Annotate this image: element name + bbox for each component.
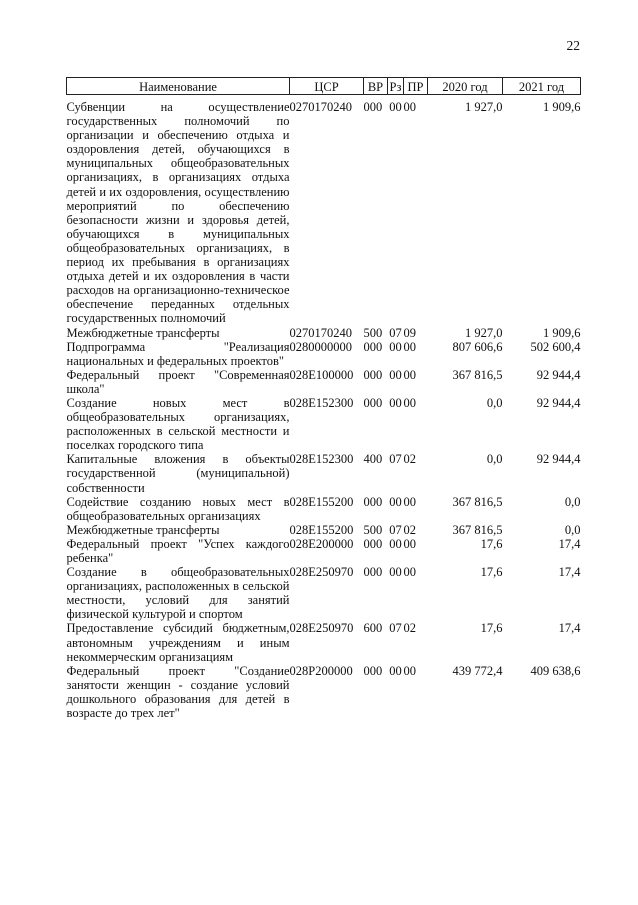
row-value-2020: 0,0 bbox=[486, 452, 503, 467]
row-pr: 00 bbox=[403, 395, 416, 410]
row-csr: 028E152300 bbox=[289, 395, 354, 410]
row-vr: 000 bbox=[363, 536, 383, 551]
row-rz: 07 bbox=[389, 452, 402, 467]
table-row bbox=[67, 523, 581, 537]
row-value-2021: 502 600,4 bbox=[530, 339, 581, 354]
row-pr: 00 bbox=[403, 367, 416, 382]
row-name: Межбюджетные трансферты bbox=[66, 325, 220, 340]
row-name: Содействие созданию новых мест в общеобразовательных организациях bbox=[66, 494, 290, 523]
row-name: Предоставление субсидий бюджетным, автономным учреждениям и иным некоммерческим организациям bbox=[66, 621, 290, 664]
table-row bbox=[67, 340, 581, 368]
row-name: Федеральный проект "Успех каждого ребенка" bbox=[66, 536, 290, 565]
row-value-2021: 92 944,4 bbox=[536, 395, 581, 410]
row-csr: 028E100000 bbox=[289, 367, 354, 382]
row-value-2021: 92 944,4 bbox=[536, 367, 581, 382]
header-2021: 2021 год bbox=[503, 78, 581, 95]
row-pr: 00 bbox=[403, 536, 416, 551]
row-csr: 028E155200 bbox=[289, 522, 354, 537]
table-row bbox=[67, 396, 581, 452]
row-name: Создание в общеобразовательных организациях, расположенных в сельской местности, условий для занятий физической культурой и спортом bbox=[66, 565, 290, 622]
header-pr: ПР bbox=[404, 78, 428, 95]
row-pr: 02 bbox=[403, 522, 416, 537]
table-body bbox=[67, 95, 581, 721]
header-vr: ВР bbox=[364, 78, 388, 95]
row-vr: 000 bbox=[363, 367, 383, 382]
row-rz: 00 bbox=[389, 536, 402, 551]
row-rz: 00 bbox=[389, 100, 402, 114]
row-vr: 000 bbox=[363, 663, 383, 678]
row-pr: 00 bbox=[403, 339, 416, 354]
row-value-2020: 0,0 bbox=[486, 395, 503, 410]
row-vr: 500 bbox=[363, 325, 383, 340]
row-csr: 0270170240 bbox=[289, 325, 352, 340]
row-rz: 07 bbox=[389, 325, 402, 340]
row-value-2020: 367 816,5 bbox=[452, 494, 503, 509]
row-value-2020: 17,6 bbox=[480, 621, 503, 636]
row-pr: 09 bbox=[403, 325, 416, 340]
row-csr: 028P200000 bbox=[289, 663, 353, 678]
row-vr: 000 bbox=[363, 339, 383, 354]
page-number: 22 bbox=[566, 38, 580, 53]
row-value-2021: 17,4 bbox=[558, 565, 581, 580]
row-csr: 0270170240 bbox=[289, 100, 352, 114]
row-csr: 028E200000 bbox=[289, 536, 354, 551]
table-row bbox=[67, 326, 581, 340]
row-value-2020: 17,6 bbox=[480, 536, 503, 551]
table-row bbox=[67, 452, 581, 494]
row-value-2021: 92 944,4 bbox=[536, 452, 581, 467]
table-row bbox=[67, 664, 581, 720]
row-vr: 000 bbox=[363, 100, 383, 114]
row-value-2020: 807 606,6 bbox=[452, 339, 503, 354]
row-value-2021: 17,4 bbox=[558, 621, 581, 636]
table-row bbox=[67, 565, 581, 621]
row-vr: 000 bbox=[363, 565, 383, 580]
table-row bbox=[67, 495, 581, 523]
row-rz: 00 bbox=[389, 395, 402, 410]
row-name: Федеральный проект "Создание занятости женщин - создание условий дошкольного образования для детей в возрасте до трех лет" bbox=[66, 663, 290, 721]
header-csr: ЦСР bbox=[290, 78, 364, 95]
row-csr: 028E250970 bbox=[289, 565, 354, 580]
row-value-2020: 1 927,0 bbox=[465, 325, 503, 340]
row-name: Федеральный проект "Современная школа" bbox=[66, 367, 290, 396]
row-rz: 07 bbox=[389, 621, 402, 636]
row-rz: 00 bbox=[389, 339, 402, 354]
row-vr: 600 bbox=[363, 621, 383, 636]
row-value-2020: 1 927,0 bbox=[465, 100, 503, 114]
row-value-2021: 0,0 bbox=[564, 522, 581, 537]
row-value-2020: 439 772,4 bbox=[452, 663, 503, 678]
row-value-2021: 1 909,6 bbox=[543, 325, 581, 340]
table-row bbox=[67, 621, 581, 663]
row-csr: 028E250970 bbox=[289, 621, 354, 636]
row-rz: 00 bbox=[389, 494, 402, 509]
row-pr: 02 bbox=[403, 621, 416, 636]
row-vr: 500 bbox=[363, 522, 383, 537]
row-csr: 0280000000 bbox=[289, 339, 352, 354]
row-value-2020: 17,6 bbox=[480, 565, 503, 580]
row-value-2020: 367 816,5 bbox=[452, 522, 503, 537]
header-2020: 2020 год bbox=[428, 78, 503, 95]
row-csr: 028E155200 bbox=[289, 494, 354, 509]
row-pr: 00 bbox=[403, 565, 416, 580]
row-name: Создание новых мест в общеобразовательных организациях, расположенных в сельской местности и поселках городского типа bbox=[66, 395, 290, 453]
row-value-2020: 367 816,5 bbox=[452, 367, 503, 382]
header-rz: Рз bbox=[388, 78, 404, 95]
row-vr: 000 bbox=[363, 395, 383, 410]
row-pr: 02 bbox=[403, 452, 416, 467]
budget-table bbox=[66, 77, 581, 720]
row-pr: 00 bbox=[403, 100, 416, 114]
table-row bbox=[67, 368, 581, 396]
row-rz: 00 bbox=[389, 565, 402, 580]
row-vr: 000 bbox=[363, 494, 383, 509]
row-pr: 00 bbox=[403, 663, 416, 678]
row-value-2021: 409 638,6 bbox=[530, 663, 581, 678]
row-csr: 028E152300 bbox=[289, 452, 354, 467]
row-name: Подпрограмма "Реализация национальных и федеральных проектов" bbox=[66, 339, 290, 368]
table-header-row bbox=[67, 78, 581, 95]
row-pr: 00 bbox=[403, 494, 416, 509]
row-value-2021: 1 909,6 bbox=[543, 100, 581, 114]
header-name: Наименование bbox=[67, 78, 290, 95]
row-name: Межбюджетные трансферты bbox=[66, 522, 220, 537]
row-value-2021: 17,4 bbox=[558, 536, 581, 551]
row-vr: 400 bbox=[363, 452, 383, 467]
table-row bbox=[67, 537, 581, 565]
row-rz: 00 bbox=[389, 663, 402, 678]
row-name: Субвенции на осуществление государственных полномочий по организации и обеспечению отдыха и оздоровления детей, обучающихся в муниципальных общеобразовательных организациях, в организациях отдыха детей и их оздоровления, осуществлению мероприятий по обеспечению безопасности жизни и здоровья детей, обучающихся в муниципальных общеобразовательных организациях, в период их пребывания в организациях отдыха детей и их оздоровления в части расходов на организационно-техническое обеспечение переданных отдельных государственных полномочий bbox=[66, 100, 290, 326]
row-name: Капитальные вложения в объекты государственной (муниципальной) собственности bbox=[66, 452, 290, 495]
table-row bbox=[67, 95, 581, 326]
row-rz: 00 bbox=[389, 367, 402, 382]
row-rz: 07 bbox=[389, 522, 402, 537]
row-value-2021: 0,0 bbox=[564, 494, 581, 509]
